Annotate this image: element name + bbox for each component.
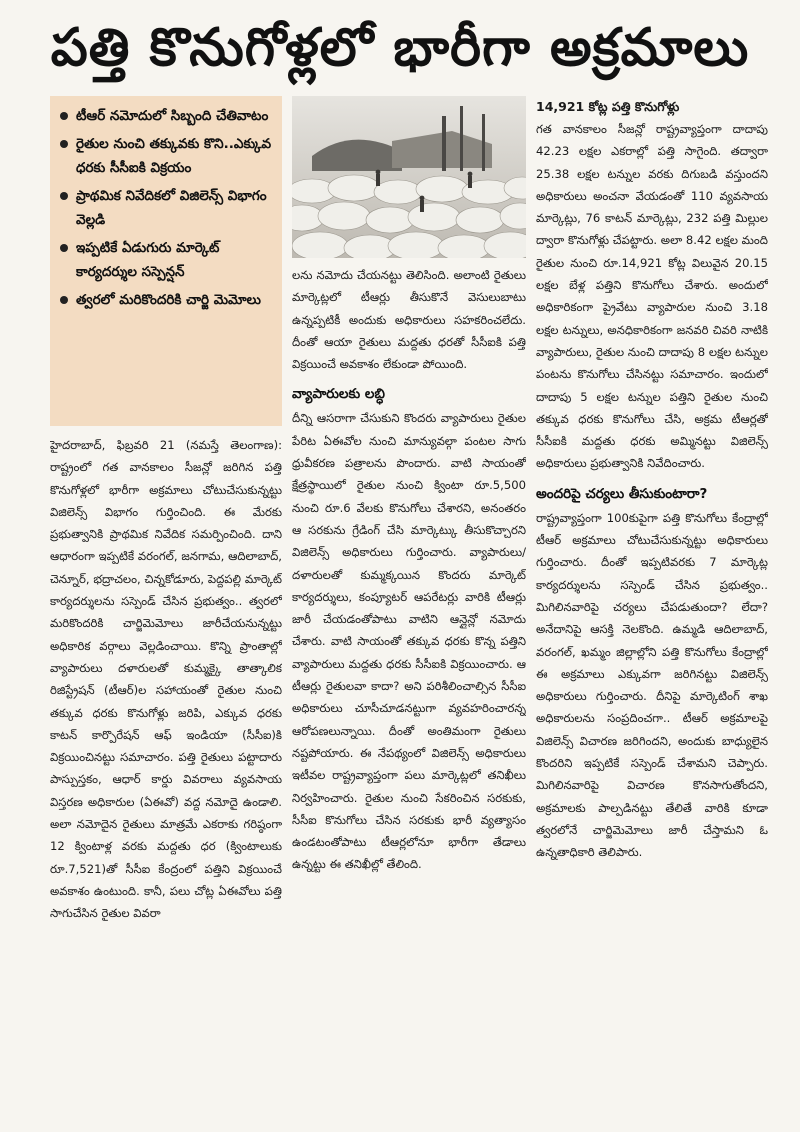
article-body-col3a: గత వానకాలం సీజన్లో రాష్ట్రవ్యాప్తంగా దాదాపు 42.23 లక్షల ఎకరాల్లో పత్తి సాగైంది. తద్వారా 25.38 లక్షల టన్నుల వరకు దిగుబడి వస్తుందని అధికారులు అంచనా వేయడంతో 110 వ్యవసాయ మార్కెట్లు, 76 కాటన్ మార్కెట్లు, 232 పత్తి మిల్లుల ద్వారా కొనుగోళ్లు చేపట్టారు. అలా 8.42 లక్షల మంది రైతుల నుంచి రూ.14,921 కోట్ల విలువైన 20.15 లక్షల బేళ్ల పత్తిని కొనుగోలు చేశారు. అందులో అధికారికంగా ప్రైవేటు వ్యాపారుల నుంచి 3.18 లక్షల టన్నులు, అనధికారికంగా జనవరి చివరి నాటికి వ్యాపారులు, రైతుల నుంచి దాదాపు 8 లక్షల టన్నుల పంటను కొనుగోలు చేసినట్టు సమాచారం. ఇందులో దాదాపు 5 లక్షల టన్నుల పత్తిని రైతుల నుంచి తక్కువ ధరకు కొనుగోలు చేసి, అక్రమ టీఆర్లతో సీసీఐకి మద్దతు ధరకు అమ్మినట్టు విజిలెన్స్ అధికారులు ప్రభుత్వానికి నివేదించారు. [536,122,768,471]
headline: పత్తి కొనుగోళ్లలో భారీగా అక్రమాలు [50,18,750,78]
highlight-item: త్వరలో మరికొందరికి చార్జి మెమోలు [58,288,276,312]
column-1 [50,96,282,1126]
highlight-item: ఇప్పటికే ఏడుగురు మార్కెట్ కార్యదర్శుల సస్పెన్షన్ [58,236,276,284]
highlight-item: రైతుల నుంచి తక్కువకు కొని..ఎక్కువ ధరకు సీసీఐకి విక్రయం [58,132,276,180]
subhead-action-on-all: అందరిపై చర్యలు తీసుకుంటారా? [536,485,708,502]
subhead-traders-benefit: వ్యాపారులకు లబ్ధి [292,386,385,403]
body-paragraph: రాష్ట్రంలో గత వానకాలం సీజన్లో జరిగిన పత్తి కొనుగోళ్లలో భారీగా అక్రమాలు చోటుచేసుకున్నట్టు విజిలెన్స్ విభాగం గుర్తించింది. ఈ మేరకు ప్రభుత్వానికి ప్రాథమిక నివేదిక సమర్పించింది. దాని ఆధారంగా ఇప్పటికే వరంగల్, జనగామ, ఆదిలాబాద్, చెన్నూర్, భద్రాచలం, చిన్నకోడూరు, పెద్దపల్లి మార్కెట్ కార్యదర్శులను సస్పెండ్ చేసిన ప్రభుత్వం.. త్వరలో మరికొందరికి చార్జిమెమోలు జారీచేయనున్నట్టు అధికారిక వర్గాలు వెల్లడించాయి. కొన్ని ప్రాంతాల్లో వ్యాపారులు దళారులతో కుమ్మక్కై తాత్కాలిక రిజిస్ట్రేషన్ (టీఆర్)ల సహాయంతో రైతుల నుంచి తక్కువ ధరకు కొనుగోళ్లు జరిపి, ఎక్కువ ధరకు కాటన్ కార్పొరేషన్ ఆఫ్ ఇండియా (సీసీఐ)కి విక్రయించినట్టు సమాచారం. పత్తి రైతులు పట్టాదారు పాస్పుస్తకం, ఆధార్ కార్డు వివరాలు వ్యవసాయ విస్తరణ అధికారుల (ఏఈవో) వద్ద నమోదై ఉండాలి. అలా నమోదైన రైతులు మాత్రమే ఎకరాకు గరిష్ఠంగా 12 క్వింటాళ్ల వరకు మద్దతు ధర (క్వింటాలుకు రూ.7,521)తో సీసీఐ కేంద్రంలో పత్తిని విక్రయించే అవకాశం ఉంటుంది. కానీ, పలు చోట్ల ఏఈవోలు పత్తి సాగుచేసిన రైతుల వివరా [50,460,282,921]
column-2 [292,96,526,1126]
article-body-col2b: దీన్ని ఆసరాగా చేసుకుని కొందరు వ్యాపారులు రైతుల పేరిట ఏఈవోల నుంచి మాన్యువల్గా పంటల సాగు ధ్రువీకరణ పత్రాలను పొందారు. వాటి సాయంతో క్షేత్రస్థాయిలో రైతుల నుంచి క్వింటా రూ.5,500 నుంచి రూ.6 వేలకు కొనుగోలు చేశారని, అనంతరం ఆ సరకును గ్రేడింగ్ చేసి మార్కెట్కు తీసుకొచ్చారని విజిలెన్స్ అధికారులు గుర్తించారు. వ్యాపారులు/దళారులతో కుమ్మక్కయిన కొందరు మార్కెట్ కార్యదర్శులు, కంప్యూటర్ ఆపరేటర్లు వారికి టీఆర్లు జారీ చేయడంతోపాటు వాటిని ఆన్లైన్లో నమోదు చేశారు. వాటి సాయంతో తక్కువ ధరకు కొన్న పత్తిని వ్యాపారులు మద్దతు ధరకు సీసీఐకి విక్రయించారు. ఆ టీఆర్లు రైతులవా కాదా? అని పరిశీలించాల్సిన సీసీఐ అధికారులు చూసీచూడనట్టుగా వ్యవహరించారన్న ఆరోపణలున్నాయి. దీంతో అంతిమంగా రైతులు నష్టపోయారు. ఈ నేపథ్యంలో విజిలెన్స్ అధికారులు ఇటీవల రాష్ట్రవ్యాప్తంగా పలు మార్కెట్లలో తనిఖీలు నిర్వహించారు. రైతుల నుంచి సేకరించిన సరకుకు, సీసీఐ కొనుగోలు చేసిన సరకుకు భారీ వ్యత్యాసం ఉండటంతోపాటు టీఆర్లలోనూ భారీగా తేడాలు ఉన్నట్టు ఈ తనిఖీల్లో తేలింది. [292,411,526,872]
subhead-purchases-total: 14,921 కోట్ల పత్తి కొనుగోళ్లు [536,99,680,114]
dateline: హైదరాబాద్, ఫిబ్రవరి 21 (నమస్తే తెలంగాణ): [50,438,282,452]
highlight-item: ప్రాథమిక నివేదికలో విజిలెన్స్ విభాగం వెల్లడి [58,184,276,232]
highlights-box [50,96,282,426]
article-body-col1 [50,434,282,925]
highlight-item: టీఆర్ నమోదులో సిబ్బంది చేతివాటం [58,104,276,128]
article-body-col2a: లను నమోదు చేయనట్టు తెలిసింది. అలాంటి రైతులు మార్కెట్లలో టీఆర్లు తీసుకొనే వెసులుబాటు ఉన్నప్పటికీ అందుకు అధికారులు సహకరించలేదు. దీంతో ఆయా రైతులు మద్దతు ధరతో సీసీఐకి పత్తి విక్రయించే అవకాశం లేకుండా పోయింది. [292,268,526,372]
column-3 [536,96,768,1126]
cotton-market-photo [292,96,526,258]
article-body-col3b: రాష్ట్రవ్యాప్తంగా 100కుపైగా పత్తి కొనుగోలు కేంద్రాల్లో టీఆర్ అక్రమాలు చోటుచేసుకున్నట్టు అధికారులు గుర్తించారు. దీంతో ఇప్పటివరకు 7 మార్కెట్ల కార్యదర్శులను సస్పెండ్ చేసిన ప్రభుత్వం.. మిగిలినవారిపై చర్యలు చేపడుతుందా? లేదా? అనేదానిపై ఆసక్తి నెలకొంది. ఉమ్మడి ఆదిలాబాద్, వరంగల్, ఖమ్మం జిల్లాల్లోని పత్తి కొనుగోలు కేంద్రాల్లో ఈ అక్రమాలు ఎక్కువగా జరిగినట్టు విజిలెన్స్ అధికారులు గుర్తించారు. దీనిపై మార్కెటింగ్ శాఖ అధికారులను సంప్రదించగా.. టీఆర్ అక్రమాలపై విజిలెన్స్ విచారణ జరిగిందని, అందుకు బాధ్యులైన కొందరిని ఇప్పటికే సస్పెండ్ చేశామని చెప్పారు. మిగిలినవారిపై విచారణ కొనసాగుతోందని, అక్రమాలకు పాల్పడినట్టు తేలితే వారికి కూడా త్వరలోనే చార్జిమెమోలు జారీ చేస్తామని ఓ ఉన్నతాధికారి తెలిపారు. [536,510,768,860]
